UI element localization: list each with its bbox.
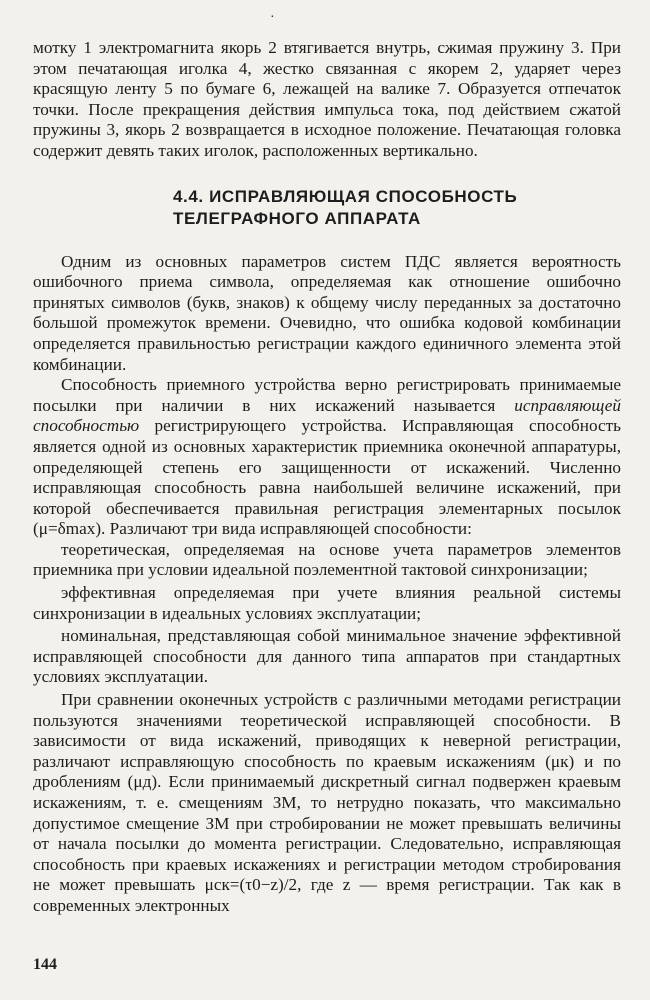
paragraph-3-rest: регистрирующего устройства. Исправляющая способность является одной из основных характеристик приемника оконечной аппаратуры, определяющей степень его защищенности от искажений. Численно исправляющая способность равна наибольшей величине искажений, при которой обеспечивается правильная регистрация элементарных посылок (μ=δmax). Различают три вида исправляющей способности: xyxy=(33,416,621,539)
paragraph-3-lead: Способность приемного устройства верно регистрировать принимаемые посылки при наличии в них искажений называется xyxy=(33,375,621,415)
top-mark: · xyxy=(270,10,275,25)
list-item-nominal: номинальная, представляющая собой минимальное значение эффективной исправляющей способности для данного типа аппаратов при стандартных условиях эксплуатации. xyxy=(33,626,621,687)
list-item-effective: эффективная определяемая при учете влияния реальной системы синхронизации в идеальных условиях эксплуатации; xyxy=(33,583,621,623)
section-heading-line-1: 4.4. ИСПРАВЛЯЮЩАЯ СПОСОБНОСТЬ xyxy=(173,186,518,206)
paragraph-correcting-ability xyxy=(33,375,621,540)
section-heading xyxy=(173,186,621,230)
term-correcting-ability: исправляющей способностью xyxy=(33,395,621,436)
paragraph-comparison: При сравнении оконечных устройств с различными методами регистрации пользуются значениями теоретической исправляющей способности. В зависимости от вида искажений, приводящих к неверной регистрации, различают исправляющую способность по краевым искажениям (μк) и по дроблениям (μд). Если принимаемый дискретный сигнал подвержен краевым искажениям, т. е. смещениям ЗМ, то нетрудно показать, что максимально допустимое смещение ЗМ при стробировании не может превышать величины от начала посылки до момента регистрации. Следовательно, исправляющая способность при краевых искажениях и регистрации методом стробирования не может превышать μск=(τ0−z)/2, где z — время регистрации. Так как в современных электронных xyxy=(33,690,621,915)
paragraph-error-probability: Одним из основных параметров систем ПДС является вероятность ошибочного приема символа, определяемая как отношение ошибочно принятых символов (букв, знаков) к общему числу переданных за достаточно большой промежуток времени. Очевидно, что ошибка кодовой комбинации определяется правильностью регистрации каждого единичного элемента этой комбинации. xyxy=(33,251,621,374)
page-number: 144 xyxy=(33,956,57,973)
page-body xyxy=(33,38,621,917)
list-item-theoretical: теоретическая, определяемая на основе учета параметров элементов приемника при условии идеальной поэлементной тактовой синхронизации; xyxy=(33,539,621,580)
paragraph-continued: мотку 1 электромагнита якорь 2 втягивается внутрь, сжимая пружину 3. При этом печатающая иголка 4, жестко связанная с якорем 2, ударяет через красящую ленту 5 по бумаге 6, лежащей на валике 7. Образуется отпечаток точки. После прекращения действия импульса тока, под действием сжатой пружины 3, якорь 2 возвращается в исходное положение. Печатающая головка содержит девять таких иголок, расположенных вертикально. xyxy=(33,38,621,160)
section-heading-line-2: ТЕЛЕГРАФНОГО АППАРАТА xyxy=(173,208,421,228)
